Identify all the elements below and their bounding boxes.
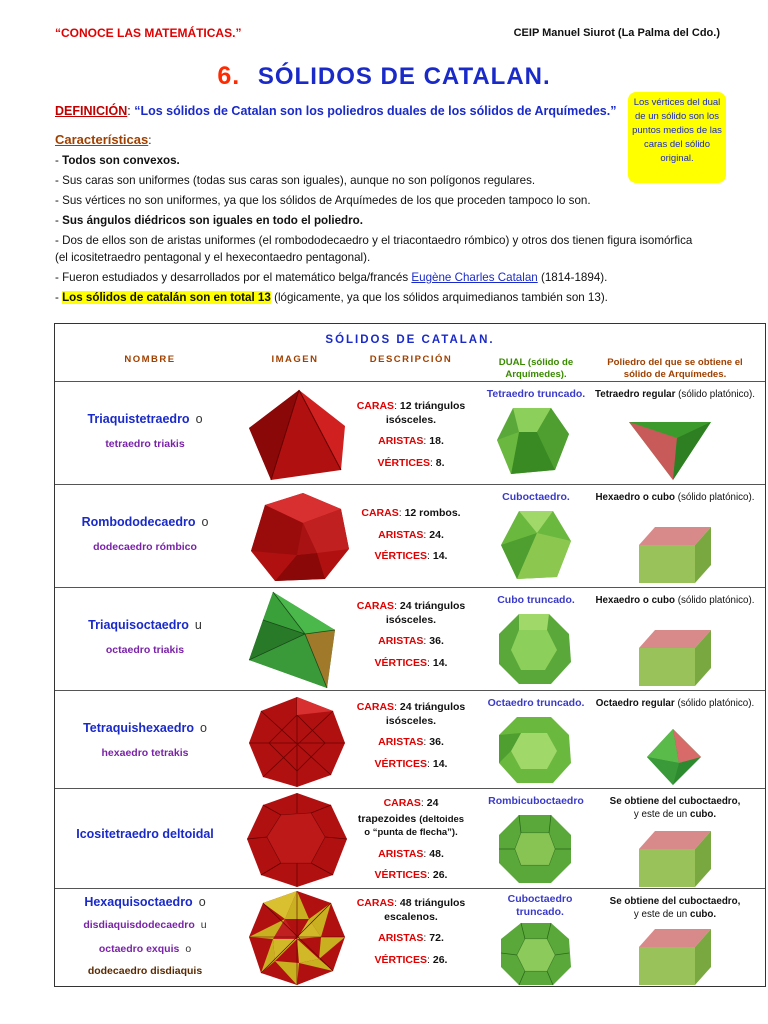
catalan-link[interactable]: Eugène Charles Catalan bbox=[411, 271, 538, 284]
faces-value: 12 rombos. bbox=[404, 507, 461, 519]
cube-image bbox=[635, 523, 715, 585]
edges-value: 18. bbox=[429, 435, 444, 447]
faces-value: 24 triángulos isósceles. bbox=[385, 701, 466, 727]
vertices-value: 14. bbox=[432, 656, 448, 669]
header-right: CEIP Manuel Siurot (La Palma del Cdo.) bbox=[513, 27, 720, 39]
solid-name: Triaquistetraedro bbox=[87, 412, 190, 426]
disdyakis-dodecahedron-image bbox=[247, 889, 347, 987]
deltoidal-icositetrahedron-image bbox=[245, 791, 349, 889]
definition-label: DEFINICIÓN bbox=[55, 104, 128, 118]
solid-name: Triaquisoctaedro bbox=[88, 618, 189, 632]
dual-name: Cubo truncado. bbox=[497, 594, 575, 606]
solid-alt-name: dodecaedro disdiaquis bbox=[87, 965, 203, 977]
source-polyhedron: Hexaedro o cubo bbox=[595, 492, 675, 503]
table-caption: SÓLIDOS DE CATALAN. bbox=[325, 334, 495, 346]
dual-name: Cuboctaedro. bbox=[502, 491, 570, 503]
solid-name: Hexaquisoctaedro bbox=[84, 895, 193, 909]
edges-value: 48. bbox=[429, 847, 444, 860]
list-item: - Sus vértices no son uniformes, ya que los sólidos de Arquímedes de los que proceden tampoco lo son. bbox=[55, 194, 591, 207]
definition: DEFINICIÓN: “Los sólidos de Catalan son los poliedros duales de los sólidos de Arquímedes.” bbox=[55, 104, 617, 118]
catalan-table bbox=[54, 323, 766, 987]
solid-alt-name: disdiaquisdodecaedro bbox=[83, 919, 195, 931]
col-header-image: IMAGEN bbox=[271, 354, 319, 365]
source-polyhedron: Octaedro regular bbox=[595, 698, 675, 709]
cube-image bbox=[635, 827, 715, 889]
solid-name: Tetraquishexaedro bbox=[83, 721, 194, 735]
edges-value: 36. bbox=[429, 635, 444, 647]
solid-alt-name: hexaedro tetrakis bbox=[101, 747, 189, 759]
list-item: - Fueron estudiados y desarrollados por el matemático belga/francés Eugène Charles Catalan (1814-1894). bbox=[55, 271, 608, 284]
vertices-value: 14. bbox=[432, 550, 448, 562]
rhombic-dodecahedron-image bbox=[245, 489, 355, 585]
tetrahedron-image bbox=[625, 418, 715, 482]
faces-value: 24 triángulos isósceles. bbox=[385, 600, 466, 626]
truncated-tetrahedron-image bbox=[493, 404, 573, 480]
note-box: Los vértices del dual de un sólido son los puntos medios de las caras del sólido original. bbox=[628, 92, 726, 183]
characteristics-label: Características bbox=[55, 132, 149, 147]
source-polyhedron: Hexaedro o cubo bbox=[595, 595, 675, 606]
edges-value: 36. bbox=[429, 736, 444, 748]
list-item: - Sus ángulos diédricos son iguales en todo el poliedro. bbox=[55, 214, 363, 227]
truncated-cuboctahedron-image bbox=[499, 921, 573, 987]
table-row: Rombododecaedro o dodecaedro rómbico CARAS: 12 rombos. ARISTAS: 24. VÉRTICES: 14. Cuboctaedro. Hexaedro o cubo (sólido platónico). bbox=[55, 484, 765, 587]
rhombicuboctahedron-image bbox=[495, 811, 575, 887]
truncated-octahedron-image bbox=[495, 713, 575, 787]
triakis-tetrahedron-image bbox=[241, 384, 351, 484]
faces-value: 24 bbox=[426, 797, 439, 809]
col-header-name: NOMBRE bbox=[124, 354, 176, 365]
edges-value: 72. bbox=[429, 932, 444, 944]
table-row: Hexaquisoctaedro o disdiaquisdodecaedro u octaedro exquis o dodecaedro disdiaquis CARAS: 48 triángulos escalenos. ARISTAS: 72. VÉRTICES: 26. Cuboctaedro truncado. Se obtiene del cuboctaedro, y este de un cubo. bbox=[55, 888, 765, 988]
truncated-cube-image bbox=[495, 610, 575, 688]
dual-name: Tetraedro truncado. bbox=[486, 388, 586, 400]
dual-name: Rombicuboctaedro bbox=[488, 795, 584, 807]
list-item: - Dos de ellos son de aristas uniformes (el rombododecaedro y el triacontaedro rómbico) y otros dos tienen figura isomórfica (el icositetraedro pentagonal y el hexecontaedro pentagonal). bbox=[55, 234, 693, 264]
table-row: Triaquisoctaedro u octaedro triakis CARAS: 24 triángulos isósceles. ARISTAS: 36. VÉRTICES: 14. Cubo truncado. Hexaedro o cubo (sólido platónico). bbox=[55, 587, 765, 690]
list-item: - Sus caras son uniformes (todas sus caras son iguales), aunque no son polígonos regulares. bbox=[55, 174, 536, 187]
vertices-value: 26. bbox=[432, 953, 448, 966]
page-title bbox=[0, 62, 768, 91]
col-header-polyhedron: Poliedro del que se obtiene el sólido de Arquímedes. bbox=[607, 357, 743, 380]
solid-alt-name: octaedro triakis bbox=[105, 644, 185, 656]
title-text: SÓLIDOS DE CATALAN. bbox=[257, 63, 551, 90]
edges-value: 24. bbox=[429, 528, 444, 541]
title-number: 6. bbox=[217, 62, 241, 90]
solid-name: Rombododecaedro bbox=[81, 515, 196, 529]
cube-image bbox=[635, 626, 715, 688]
col-header-description: DESCRIPCIÓN bbox=[369, 354, 453, 365]
table-row: Icositetraedro deltoidal CARAS: 24 trapezoides (deltoides o “punta de flecha”). ARISTAS: 48. VÉRTICES: 26. Rombicuboctaedro Se obtiene del cuboctaedro, y este de un cubo. bbox=[55, 788, 765, 888]
triakis-octahedron-image bbox=[245, 590, 355, 690]
source-polyhedron: Se obtiene del bbox=[609, 896, 677, 907]
tetrakis-hexahedron-image bbox=[245, 693, 349, 789]
table-row: Tetraquishexaedro o hexaedro tetrakis CARAS: 24 triángulos isósceles. ARISTAS: 36. VÉRTICES: 14. Octaedro truncado. Octaedro regular (sólido platónico). bbox=[55, 690, 765, 788]
dual-name: Cuboctaedro truncado. bbox=[507, 893, 573, 918]
source-polyhedron: Tetraedro regular bbox=[595, 389, 676, 400]
dual-name: Octaedro truncado. bbox=[487, 697, 585, 709]
definition-text: “Los sólidos de Catalan son los poliedros duales de los sólidos de Arquímedes.” bbox=[134, 104, 617, 118]
source-polyhedron: Se obtiene del bbox=[609, 796, 677, 807]
vertices-value: 14. bbox=[432, 757, 448, 770]
faces-value: 48 triángulos escalenos. bbox=[384, 897, 466, 923]
col-header-dual: DUAL (sólido de Arquímedes). bbox=[498, 357, 574, 380]
vertices-value: 26. bbox=[432, 869, 448, 881]
octahedron-image bbox=[643, 727, 705, 787]
list-item: - Todos son convexos. bbox=[55, 154, 180, 167]
solid-alt-name: tetraedro triakis bbox=[105, 438, 185, 450]
cuboctahedron-image bbox=[497, 507, 575, 583]
characteristics: Características: - Todos son convexos. - Sus caras son uniformes (todas sus caras son iguales), aunque no son polígonos regulares. - Sus vértices no son uniformes, ya que los sólidos de Arquímedes de los que proceden tampoco lo son. - Sus ángulos diédricos son iguales en todo el poliedro. - Dos de ellos son de aristas uniformes (el rombododecaedro y el triacontaedro rómbico) y otros dos tienen figura isomórfica (el icositetraedro pentagonal y el hexecontaedro pentagonal). - Fueron estudiados y desarrollados por el matemático belga/francés Eugène Charles Catalan (1814-1894). - Los sólidos de catalán son en total 13 (lógicamente, ya que los sólidos arquimedianos también son 13). bbox=[55, 130, 695, 308]
list-item: - Los sólidos de catalán son en total 13 (lógicamente, ya que los sólidos arquimedianos también son 13). bbox=[55, 291, 608, 304]
solid-name: Icositetraedro deltoidal bbox=[76, 827, 214, 841]
header-left: “CONOCE LAS MATEMÁTICAS.” bbox=[55, 26, 242, 40]
solid-alt-name: dodecaedro rómbico bbox=[93, 541, 197, 553]
faces-value: 12 triángulos isósceles. bbox=[385, 400, 466, 426]
vertices-value: 8. bbox=[435, 456, 445, 469]
solid-alt-name: octaedro exquis bbox=[98, 943, 180, 955]
cube-image bbox=[635, 925, 715, 987]
table-row: Triaquistetraedro o tetraedro triakis CARAS: 12 triángulos isósceles. ARISTAS: 18. VÉRTICES: 8. Tetraedro truncado. Tetraedro regular (sólido platónico). bbox=[55, 381, 765, 484]
